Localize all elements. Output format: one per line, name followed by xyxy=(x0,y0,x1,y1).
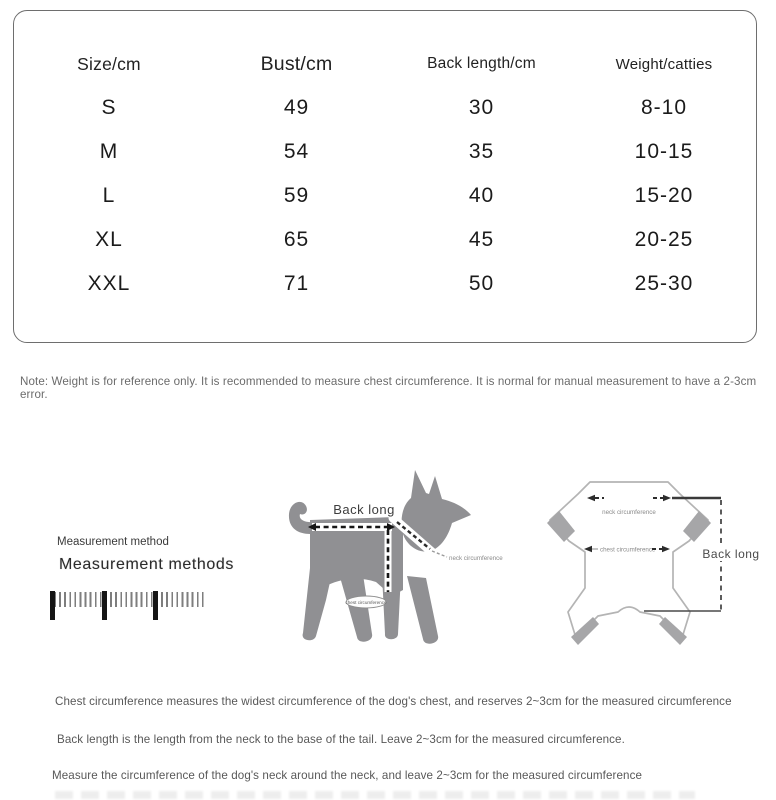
column-header-bust: Bust/cm xyxy=(260,52,333,75)
table-cell-weight: 10-15 xyxy=(634,140,694,163)
measurement-methods-title: Measurement methods xyxy=(59,556,235,573)
table-cell-bust: 71 xyxy=(283,272,310,295)
ruler-major-tick xyxy=(153,591,158,620)
table-cell-bust: 65 xyxy=(283,228,310,251)
dog-neck-circumference-label: neck circumference xyxy=(449,555,503,562)
table-cell-back-length: 35 xyxy=(468,140,495,163)
column-header-weight: Weight/catties xyxy=(615,55,713,73)
reference-note: Note: Weight is for reference only. It is recommended to measure chest circumference. It is normal for manual measurement to have a 2-3cm error. xyxy=(20,375,757,401)
table-cell-back-length: 30 xyxy=(468,96,495,119)
description-chest: Chest circumference measures the widest circumference of the dog's chest, and reserves 2~3cm for the measured circumference xyxy=(55,695,732,708)
table-cell-weight: 8-10 xyxy=(640,96,688,119)
garment-outline-icon xyxy=(550,482,708,638)
ruler-graphic xyxy=(50,591,208,621)
table-cell-bust: 54 xyxy=(283,140,310,163)
table-cell-back-length: 40 xyxy=(468,184,495,207)
table-cell-size: XL xyxy=(95,228,123,251)
ruler-major-tick xyxy=(102,591,107,620)
table-cell-size: M xyxy=(99,140,119,163)
table-cell-weight: 15-20 xyxy=(634,184,694,207)
column-header-size: Size/cm xyxy=(77,53,141,74)
faded-text-artifact xyxy=(55,791,695,799)
table-cell-weight: 25-30 xyxy=(634,272,694,295)
ruler-minor-ticks xyxy=(54,592,205,607)
dog-measurement-diagram xyxy=(280,450,520,670)
dog-back-length-label: Back long xyxy=(333,502,395,517)
garment-neck-circumference-label: neck circumference xyxy=(602,509,656,516)
garment-measurement-diagram xyxy=(540,460,776,660)
garment-back-length-label: Back long xyxy=(702,547,760,561)
description-back-length: Back length is the length from the neck to the base of the tail. Leave 2~3cm for the measured circumference. xyxy=(57,733,625,746)
measurement-method-label: Measurement method xyxy=(57,536,169,548)
description-neck: Measure the circumference of the dog's neck around the neck, and leave 2~3cm for the measured circumference xyxy=(52,769,643,782)
table-cell-bust: 59 xyxy=(283,184,310,207)
table-cell-size: S xyxy=(101,96,117,119)
garment-chest-circumference-label: chest circumference xyxy=(600,546,656,554)
size-table xyxy=(13,10,757,343)
ruler-major-tick xyxy=(50,591,55,620)
table-cell-size: L xyxy=(102,184,116,207)
column-header-back-length: Back length/cm xyxy=(427,55,536,72)
table-cell-back-length: 45 xyxy=(468,228,495,251)
table-cell-weight: 20-25 xyxy=(634,228,694,251)
table-cell-size: XXL xyxy=(87,272,131,295)
table-cell-bust: 49 xyxy=(283,96,310,119)
dog-chest-circumference-label: chest circumference xyxy=(345,600,387,605)
dog-silhouette-icon xyxy=(289,470,471,644)
table-cell-back-length: 50 xyxy=(468,272,495,295)
